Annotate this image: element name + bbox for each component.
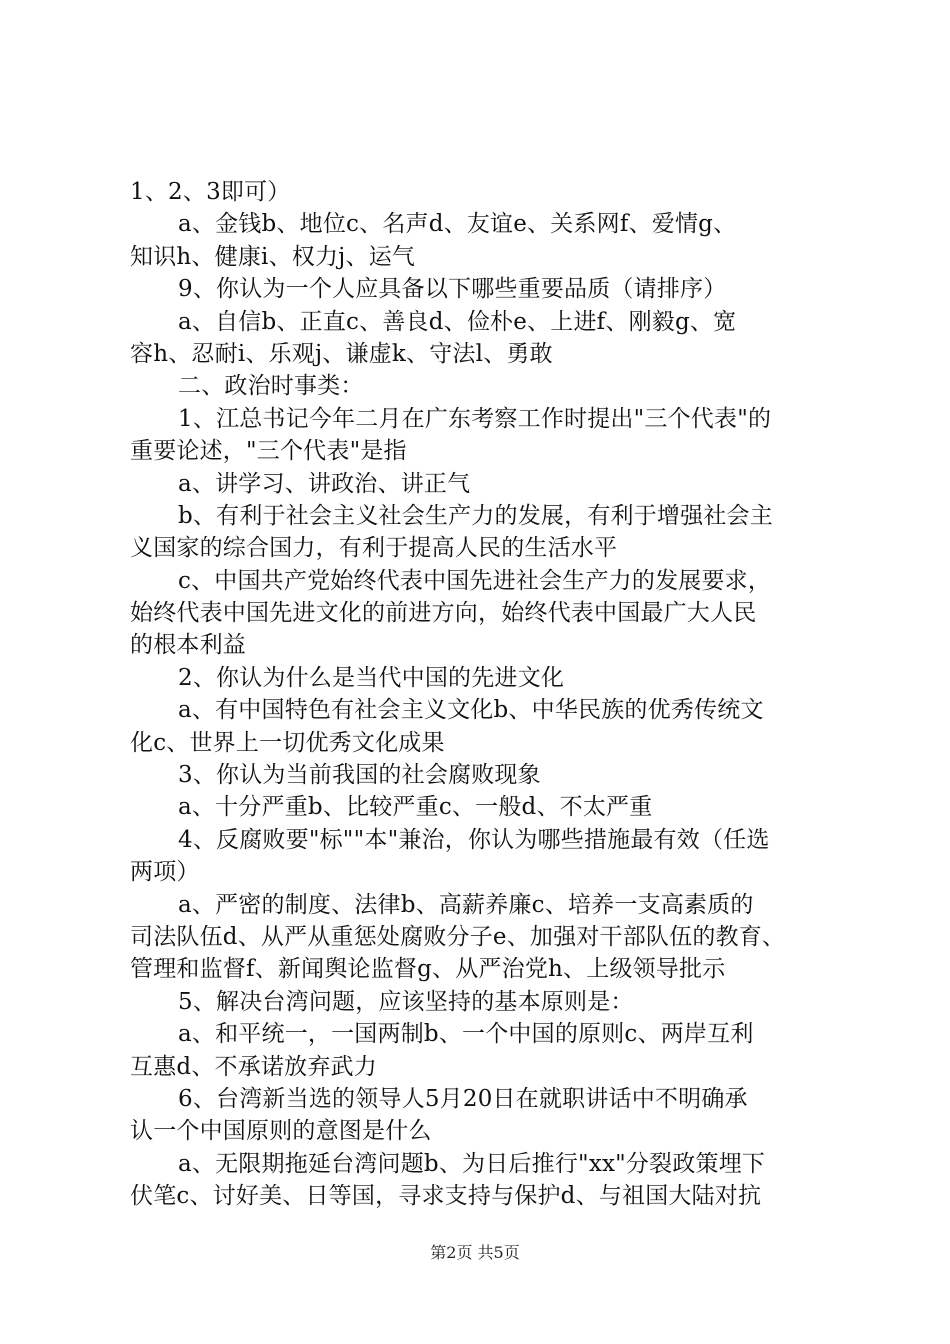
text-line: 始终代表中国先进文化的前进方向，始终代表中国最广大人民	[130, 600, 757, 627]
text-line: a、自信b、正直c、善良d、俭朴e、上进f、刚毅g、宽	[178, 308, 737, 335]
text-line: 9、你认为一个人应具备以下哪些重要品质（请排序）	[178, 276, 727, 303]
text-line: a、和平统一，一国两制b、一个中国的原则c、两岸互利	[178, 1021, 754, 1048]
text-line: 6、台湾新当选的领导人5月20日在就职讲话中不明确承	[178, 1085, 748, 1112]
text-line: 2、你认为什么是当代中国的先进文化	[178, 664, 565, 691]
text-line: a、十分严重b、比较严重c、一般d、不太严重	[178, 794, 653, 821]
text-line: 司法队伍d、从严从重惩处腐败分子e、加强对干部队伍的教育、	[130, 923, 786, 950]
page-footer: 第2页 共5页	[430, 1243, 520, 1262]
text-line: 知识h、健康i、权力j、运气	[130, 243, 416, 270]
text-line: 5、解决台湾问题，应该坚持的基本原则是：	[178, 988, 634, 1015]
text-line: 互惠d、不承诺放弃武力	[130, 1053, 377, 1080]
text-line: b、有利于社会主义社会生产力的发展，有利于增强社会主	[178, 502, 773, 529]
text-line: a、金钱b、地位c、名声d、友谊e、关系网f、爱情g、	[178, 211, 737, 238]
text-line: a、讲学习、讲政治、讲正气	[178, 470, 471, 497]
text-line: 两项）	[130, 859, 200, 886]
text-line: 的根本利益	[130, 632, 246, 659]
text-line: 义国家的综合国力，有利于提高人民的生活水平	[130, 535, 618, 562]
text-line: 容h、忍耐i、乐观j、谦虚k、守法l、勇敢	[130, 340, 553, 367]
text-line: a、有中国特色有社会主义文化b、中华民族的优秀传统文	[178, 697, 764, 724]
text-line: a、无限期拖延台湾问题b、为日后推行"xx"分裂政策埋下	[178, 1150, 766, 1177]
text-line: 二、政治时事类：	[178, 373, 364, 400]
text-line: 管理和监督f、新闻舆论监督g、从严治党h、上级领导批示	[130, 956, 726, 983]
text-line: 1、2、3即可）	[130, 179, 291, 205]
document-body	[130, 176, 830, 1213]
text-line: a、严密的制度、法律b、高薪养廉c、培养一支高素质的	[178, 891, 754, 918]
text-line: 重要论述，"三个代表"是指	[130, 438, 407, 465]
text-line: 4、反腐败要"标""本"兼治，你认为哪些措施最有效（任选	[178, 826, 770, 853]
text-line: 伏笔c、讨好美、日等国，寻求支持与保护d、与祖国大陆对抗	[130, 1183, 762, 1210]
text-line: 1、江总书记今年二月在广东考察工作时提出"三个代表"的	[178, 405, 772, 432]
text-line: c、中国共产党始终代表中国先进社会生产力的发展要求，	[178, 567, 772, 594]
text-line: 认一个中国原则的意图是什么	[130, 1118, 432, 1145]
text-line: 化c、世界上一切优秀文化成果	[130, 729, 445, 756]
text-line: 3、你认为当前我国的社会腐败现象	[178, 762, 541, 789]
